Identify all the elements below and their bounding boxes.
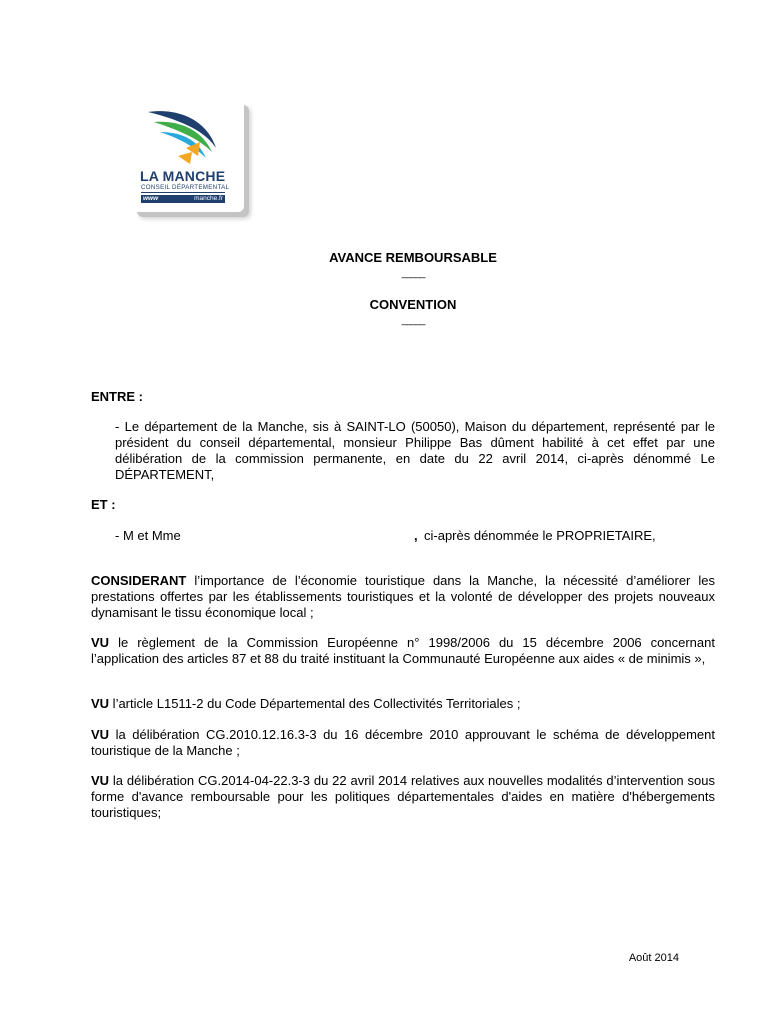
logo-swoosh-icon <box>142 108 234 168</box>
considerant-paragraph <box>91 573 715 621</box>
vu-lead: VU <box>91 727 110 742</box>
et-label: ET : <box>91 497 116 512</box>
vu-lead: VU <box>91 635 110 650</box>
title-divider: _____ <box>401 268 425 279</box>
logo-website-bar <box>141 195 225 203</box>
vu-lead: VU <box>91 696 110 711</box>
vu-text: la délibération CG.2010.12.16.3-3 du 16 décembre 2010 approuvant le schéma de développement touristique de la Manche ; <box>91 727 715 758</box>
document-date: Août 2014 <box>628 952 679 964</box>
vu-text: la délibération CG.2014-04-22.3-3 du 22 avril 2014 relatives aux nouvelles modalités d’intervention sous forme d'avance remboursable pour les politiques départementales d'aides en matière d'hébergements touristiques; <box>91 773 715 820</box>
vu-text: le règlement de la Commission Européenne n° 1998/2006 du 15 décembre 2006 concernant l’application des articles 87 et 88 du traité instituant la Communauté Européenne aux aides « de minimis », <box>91 635 715 666</box>
entre-label: ENTRE : <box>91 389 143 404</box>
et-party-suffix: ci-après dénommée le PROPRIETAIRE, <box>424 528 656 543</box>
subtitle-divider: _____ <box>401 315 425 326</box>
et-paragraph <box>115 528 715 544</box>
vu-paragraph <box>91 635 715 667</box>
logo-web-domain: manche.fr <box>194 195 223 202</box>
document-title: AVANCE REMBOURSABLE <box>329 250 497 265</box>
document-subtitle: CONVENTION <box>369 297 457 312</box>
entre-paragraph: - Le département de la Manche, sis à SAINT-LO (50050), Maison du département, représenté par le président du conseil départemental, monsieur Philippe Bas dûment habilité à cet effet par une délibération de la commission permanente, en date du 22 avril 2014, ci-après dénommé Le DÉPARTEMENT, <box>115 419 715 482</box>
logo-title: LA MANCHE <box>140 168 226 184</box>
logo-subtitle: CONSEIL DÉPARTEMENTAL <box>141 184 230 191</box>
logo-card <box>132 100 244 212</box>
vu-paragraph <box>91 773 715 821</box>
vu-text: l’article L1511-2 du Code Départemental des Collectivités Territoriales ; <box>109 696 521 711</box>
et-comma: , <box>414 528 418 543</box>
vu-lead: VU <box>91 773 110 788</box>
logo-divider <box>141 192 225 193</box>
vu-paragraph <box>91 727 715 759</box>
logo-web-prefix: www <box>143 195 159 202</box>
considerant-text: l’importance de l’économie touristique dans la Manche, la nécessité d’améliorer les prestations offertes par les établissements touristiques et la volonté de développer des projets nouveaux dynamisant le tissu économique local ; <box>91 573 715 620</box>
vu-paragraph <box>91 696 715 712</box>
la-manche-logo <box>132 100 256 222</box>
considerant-lead: CONSIDERANT <box>91 573 187 588</box>
et-party-prefix: - M et Mme <box>115 528 181 543</box>
